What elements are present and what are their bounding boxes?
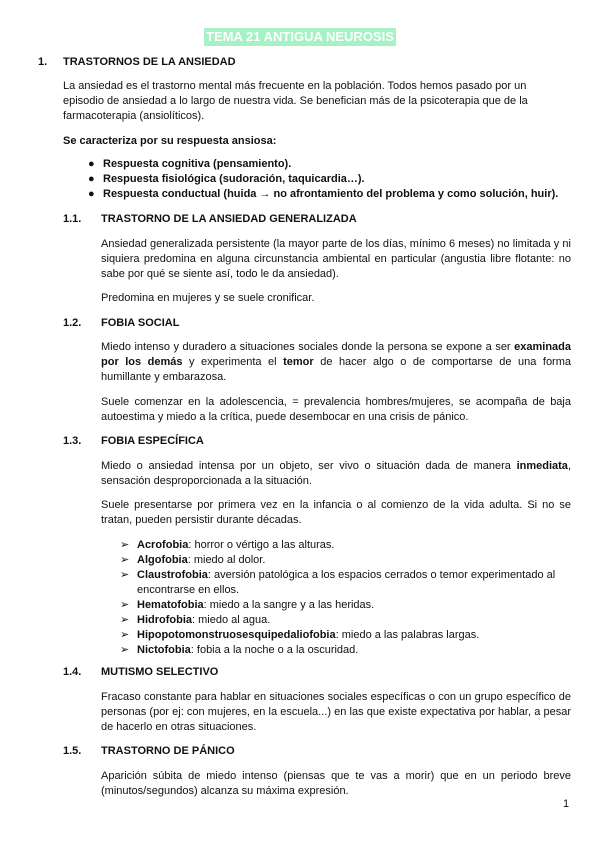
- phobia-list: [101, 538, 571, 658]
- paragraph: Fracaso constante para hablar en situaciones sociales específicas o con un grupo específico de personas (por ej: con mujeres, en la escuela...) en las que existe expectativa por hablar, a pesar de hacerlo en otras situaciones.: [101, 691, 571, 733]
- paragraph: La ansiedad es el trastorno mental más frecuente en la población. Todos hemos pasado por un episodio de ansiedad a lo largo de nuestra vida. Se benefician más de la psicoterapia que de la farmacoterapia (ansiolíticos).: [63, 80, 528, 122]
- section-number: 1.1.: [63, 213, 82, 225]
- subheading: Se caracteriza por su respuesta ansiosa:: [63, 135, 277, 147]
- section-number: 1.5.: [63, 745, 82, 757]
- paragraph: Miedo intenso y duradero a situaciones sociales donde la persona se expone a ser examinada por los demás y experimenta el temor de hacer algo o de comportarse de una forma humillante y embarazosa.: [101, 341, 572, 383]
- arrow-icon: ➢: [120, 569, 130, 581]
- paragraph: Suele comenzar en la adolescencia, = prevalencia hombres/mujeres, se acompaña de baja autoestima y miedo a la crítica, puede desembocar en una crisis de pánico.: [101, 396, 571, 423]
- section-number: 1.4.: [63, 666, 82, 678]
- section-number: 1.: [38, 56, 48, 68]
- paragraph: Miedo o ansiedad intensa por un objeto, ser vivo o situación dada de manera inmediata, sensación desproporcionada a la situación.: [101, 460, 571, 487]
- arrow-icon: ➢: [120, 599, 130, 611]
- list-item: ➢ Hidrofobia: miedo al agua.: [120, 614, 271, 626]
- bullet-icon: ●: [88, 173, 95, 185]
- section-heading: TRASTORNO DE PÁNICO: [101, 745, 235, 757]
- section-heading: FOBIA ESPECÍFICA: [101, 435, 204, 447]
- section-heading: TRASTORNOS DE LA ANSIEDAD: [63, 56, 236, 68]
- list-item: ➢ Hematofobia: miedo a la sangre y a las heridas.: [120, 599, 375, 611]
- arrow-icon: ➢: [120, 554, 130, 566]
- page-number: 1: [563, 798, 570, 810]
- section-heading: MUTISMO SELECTIVO: [101, 666, 219, 678]
- paragraph: Suele presentarse por primera vez en la infancia o al comienzo de la vida adulta. Si no se tratan, pueden persistir durante décadas.: [101, 499, 571, 526]
- arrow-icon: ➢: [120, 644, 130, 656]
- arrow-icon: ➢: [120, 614, 130, 626]
- document-title: TEMA 21 ANTIGUA NEUROSIS: [206, 29, 394, 44]
- list-item: ● Respuesta fisiológica (sudoración, taquicardia…).: [88, 173, 365, 185]
- arrow-icon: ➢: [120, 539, 130, 551]
- bullet-list: [63, 157, 583, 202]
- list-item: ● Respuesta conductual (huida → no afrontamiento del problema y como solución, huir).: [88, 188, 559, 200]
- list-item: ➢ Claustrofobia: aversión patológica a los espacios cerrados o temor experimentado al encontrarse en ellos.: [120, 569, 556, 596]
- paragraph: Predomina en mujeres y se suele cronificar.: [101, 292, 315, 304]
- paragraph: Aparición súbita de miedo intenso (piensas que te vas a morir) que en un periodo breve (minutos/segundos) alcanza su máxima expresión.: [101, 770, 571, 797]
- list-item: ➢ Algofobia: miedo al dolor.: [120, 554, 266, 566]
- section-number: 1.3.: [63, 435, 82, 447]
- list-item: ➢ Acrofobia: horror o vértigo a las alturas.: [120, 539, 335, 551]
- list-item: ➢ Nictofobia: fobia a la noche o a la oscuridad.: [120, 644, 359, 656]
- arrow-icon: ➢: [120, 629, 130, 641]
- section-number: 1.2.: [63, 317, 82, 329]
- list-item: ● Respuesta cognitiva (pensamiento).: [88, 158, 292, 170]
- paragraph: Ansiedad generalizada persistente (la mayor parte de los días, mínimo 6 meses) no limitada y ni siquiera predomina en alguna circunstancia ambiental en particular (angustia libre flotante: no sabe por qué se siente así, todo le da ansiedad).: [101, 238, 571, 280]
- bullet-icon: ●: [88, 188, 95, 200]
- section-heading: FOBIA SOCIAL: [101, 317, 180, 329]
- bullet-icon: ●: [88, 158, 95, 170]
- list-item: ➢ Hipopotomonstruosesquipedaliofobia: miedo a las palabras largas.: [120, 629, 480, 641]
- section-heading: TRASTORNO DE LA ANSIEDAD GENERALIZADA: [101, 213, 357, 225]
